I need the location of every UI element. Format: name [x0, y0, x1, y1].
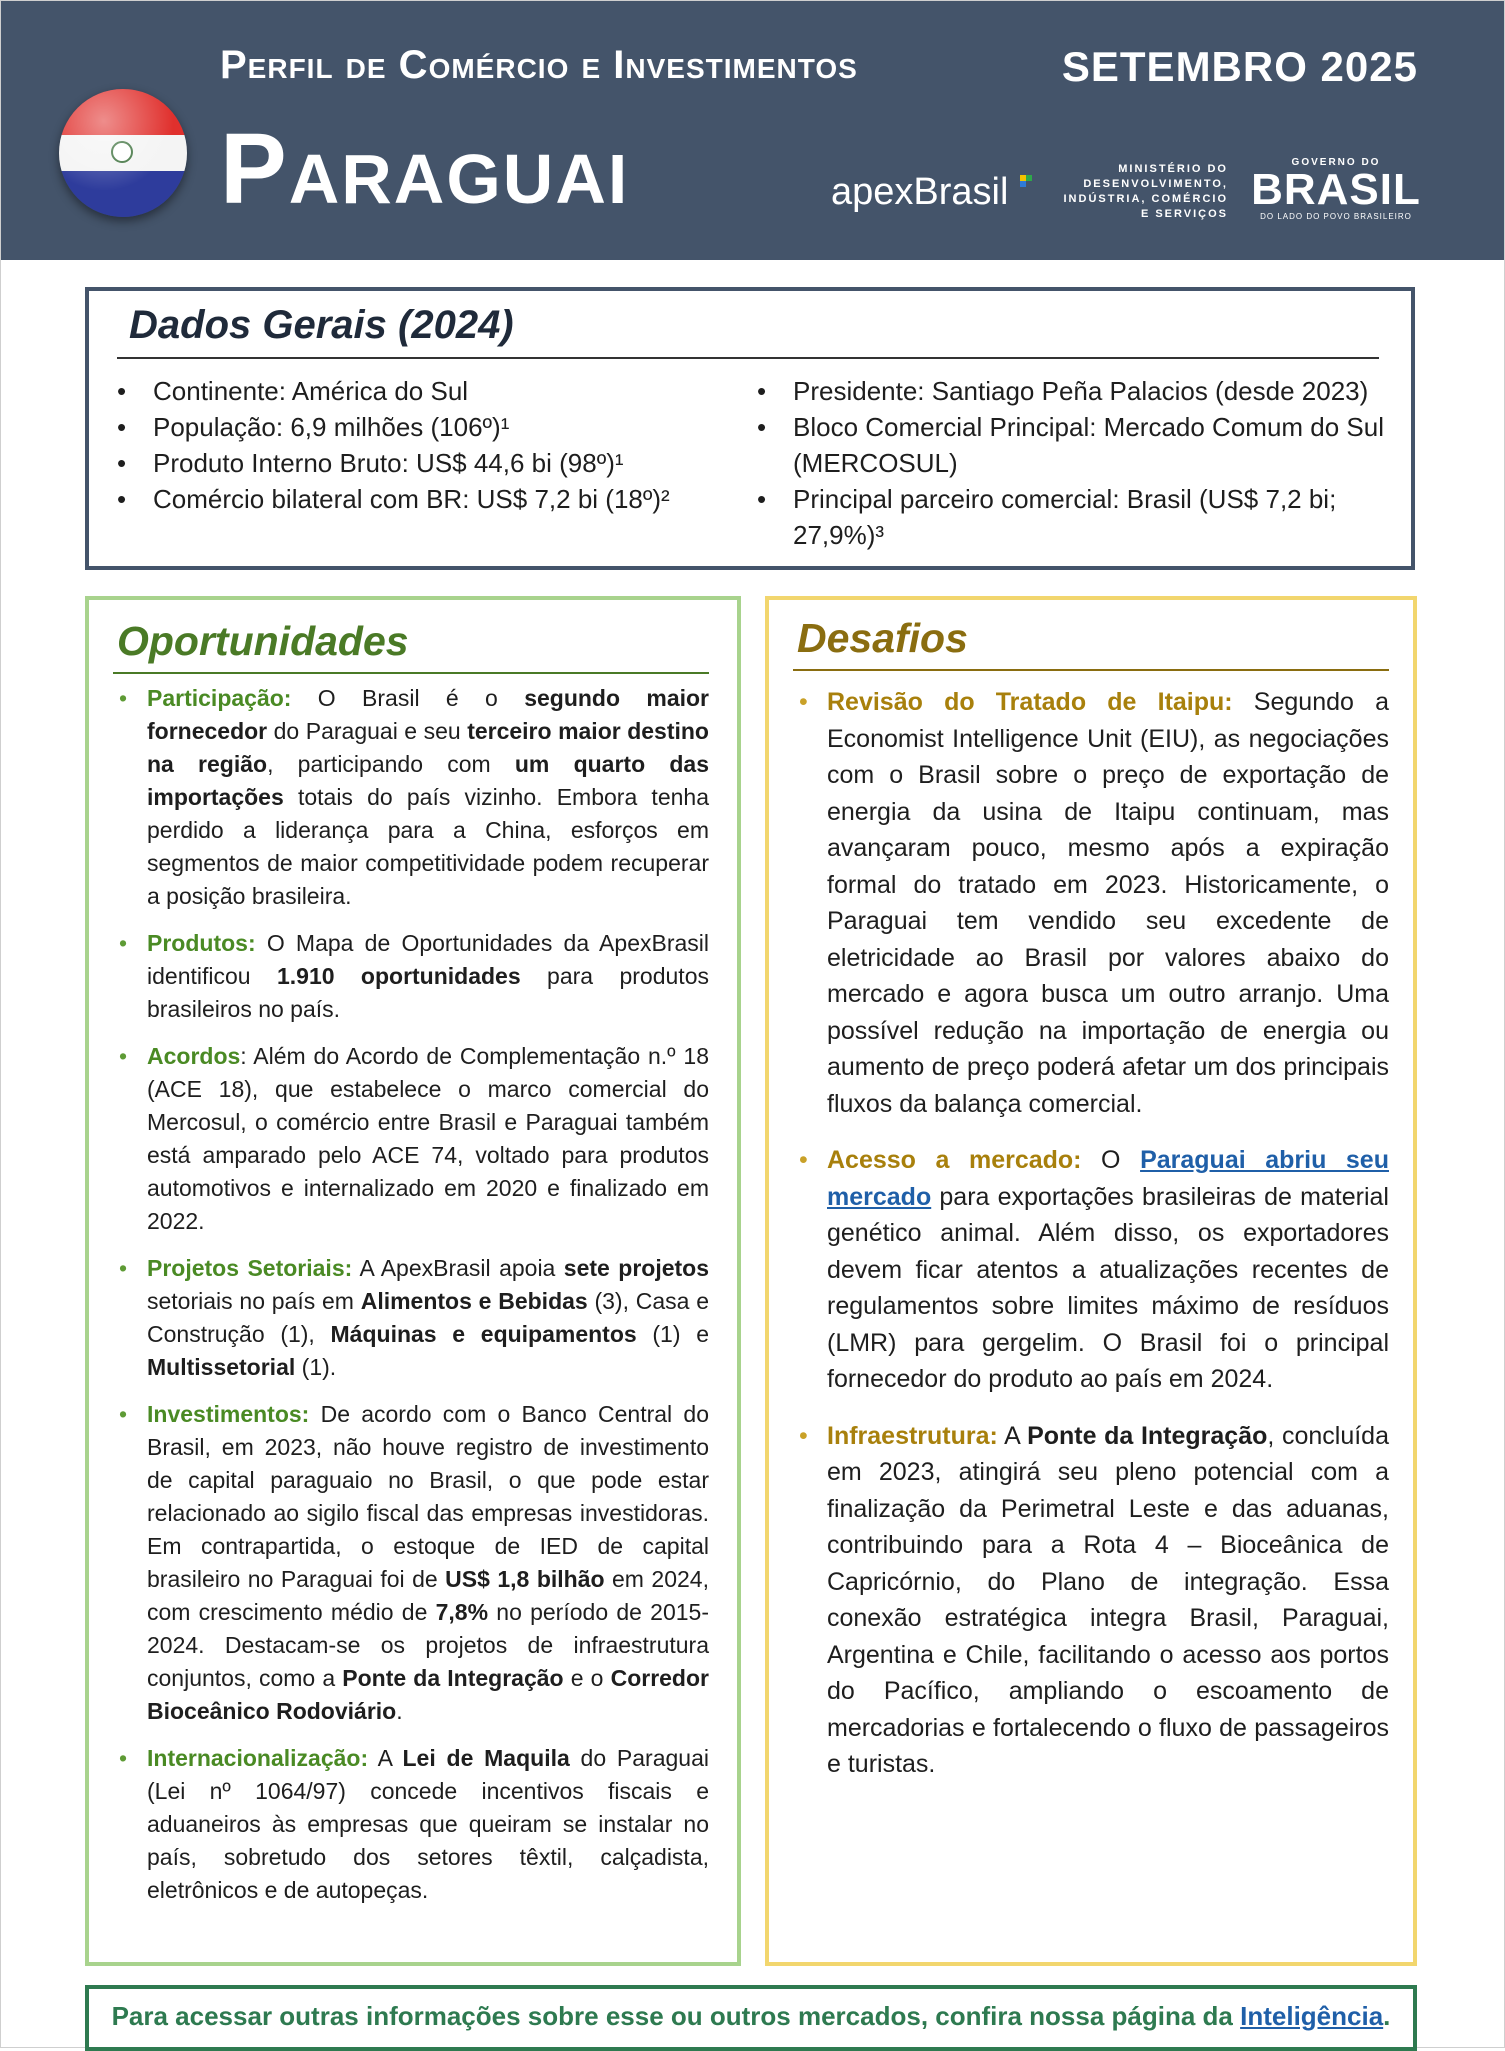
desafios-title: Desafios: [797, 615, 968, 661]
mdic-logo: MINISTÉRIO DO DESENVOLVIMENTO, INDÚSTRIA, COMÉRCIO E SERVIÇOS: [1063, 163, 1228, 220]
dados-item: • Comércio bilateral com BR: US$ 7,2 bi (18º)²: [117, 481, 717, 517]
dados-item: • Bloco Comercial Principal: Mercado Comum do Sul (MERCOSUL): [757, 409, 1397, 481]
investimentos-item: • Investimentos: De acordo com o Banco Central do Brasil, em 2023, não houve registro de investimento de capital paraguaio no Brasil, o que pode estar relacionado ao sigilo fiscal das empresas investidoras. Em contrapartida, o estoque de IED de capital brasileiro no Paraguai foi de US$ 1,8 bilhão em 2024, com crescimento médio de 7,8% no período de 2015-2024. Destacam-se os projetos de infraestrutura conjuntos, como a Ponte da Integração e o Corredor Bioceânico Rodoviário.: [113, 1398, 709, 1728]
desafios-box: [765, 596, 1417, 1966]
dados-gerais-box: [85, 287, 1415, 570]
desafios-rule: [793, 669, 1389, 671]
header-date: SETEMBRO 2025: [1061, 43, 1418, 90]
paraguai-mercado-link[interactable]: Paraguai abriu seu mercado: [827, 1146, 1389, 1211]
acordos-item: • Acordos: Além do Acordo de Complementação n.º 18 (ACE 18), que estabelece o marco comercial do Mercosul, o comércio entre Brasil e Paraguai também está amparado pelo ACE 74, voltado para produtos automotivos e internalizado em 2020 e finalizado em 2022.: [113, 1040, 709, 1238]
internacionalizacao-item: • Internacionalização: A Lei de Maquila do Paraguai (Lei nº 1064/97) concede incentivos fiscais e aduaneiros às empresas que queiram se instalar no país, sobretudo dos setores têxtil, calçadista, eletrônicos e de autopeças.: [113, 1742, 709, 1907]
inteligencia-link[interactable]: Inteligência: [1240, 2001, 1384, 2031]
oportunidades-list: [113, 682, 709, 1921]
desafios-list: [793, 684, 1389, 1803]
apexbrasil-mark-icon: [1020, 175, 1032, 187]
dados-gerais-rule: [117, 357, 1379, 359]
header-subtitle: Perfil de Comércio e Investimentos: [220, 43, 858, 87]
footer-box: [85, 1985, 1417, 2051]
dados-item: • Continente: América do Sul: [117, 373, 717, 409]
itaipu-item: • Revisão do Tratado de Itaipu: Segundo a Economist Intelligence Unit (EIU), as negociações com o Brasil sobre o preço de exportação de energia da usina de Itaipu continuam, mas avançaram pouco, mesmo após a expiração formal do tratado em 2023. Historicamente, o Paraguai tem vendido seu excedente de eletricidade ao Brasil por valores abaixo do mercado e agora busca um outro arranjo. Uma possível redução na importação de energia ou aumento de preço poderá afetar um dos principais fluxos da balança comercial.: [793, 684, 1389, 1122]
apexbrasil-logo: apexBrasil: [831, 171, 1009, 213]
dados-item: • População: 6,9 milhões (106º)¹: [117, 409, 717, 445]
acesso-mercado-item: • Acesso a mercado: O Paraguai abriu seu mercado para exportações brasileiras de material genético animal. Além disso, os exportadores devem ficar atentos a atualizações recentes de regulamentos sobre limites máximo de resíduos (LMR) para gergelim. O Brasil foi o principal fornecedor do produto ao país em 2024.: [793, 1142, 1389, 1398]
participacao-item: • Participação: O Brasil é o segundo maior fornecedor do Paraguai e seu terceiro maior destino na região, participando com um quarto das importações totais do país vizinho. Embora tenha perdido a liderança para a China, esforços em segmentos de maior competitividade podem recuperar a posição brasileira.: [113, 682, 709, 913]
oportunidades-title: Oportunidades: [117, 618, 409, 664]
dados-item: • Principal parceiro comercial: Brasil (US$ 7,2 bi; 27,9%)³: [757, 481, 1397, 553]
footer-text: Para acessar outras informações sobre esse ou outros mercados, confira nossa página da Inteligência.: [111, 2001, 1391, 2031]
dados-item: • Produto Interno Bruto: US$ 44,6 bi (98º)¹: [117, 445, 717, 481]
paraguay-flag-icon: [59, 89, 187, 217]
dados-gerais-title: Dados Gerais (2024): [129, 303, 514, 347]
projetos-item: • Projetos Setoriais: A ApexBrasil apoia sete projetos setoriais no país em Alimentos e Bebidas (3), Casa e Construção (1), Máquinas e equipamentos (1) e Multissetorial (1).: [113, 1252, 709, 1384]
governo-brasil-logo: GOVERNO DO BRASIL DO LADO DO POVO BRASILEIRO: [1251, 157, 1421, 221]
oportunidades-box: [85, 596, 741, 1966]
dados-item: • Presidente: Santiago Peña Palacios (desde 2023): [757, 373, 1397, 409]
oportunidades-rule: [113, 672, 709, 674]
country-title: Paraguai: [220, 113, 630, 225]
dados-list-left: [117, 373, 717, 517]
produtos-item: • Produtos: O Mapa de Oportunidades da ApexBrasil identificou 1.910 oportunidades para produtos brasileiros no país.: [113, 927, 709, 1026]
infraestrutura-item: • Infraestrutura: A Ponte da Integração, concluída em 2023, atingirá seu pleno potencial com a finalização da Perimetral Leste e das aduanas, contribuindo para a Rota 4 – Bioceânica de Capricórnio, do Plano de integração. Essa conexão estratégica integra Brasil, Paraguai, Argentina e Chile, facilitando o acesso aos portos do Pacífico, ampliando o escoamento de mercadorias e fortalecendo o fluxo de passageiros e turistas.: [793, 1418, 1389, 1783]
dados-list-right: [757, 373, 1397, 553]
header-banner: [1, 1, 1504, 260]
